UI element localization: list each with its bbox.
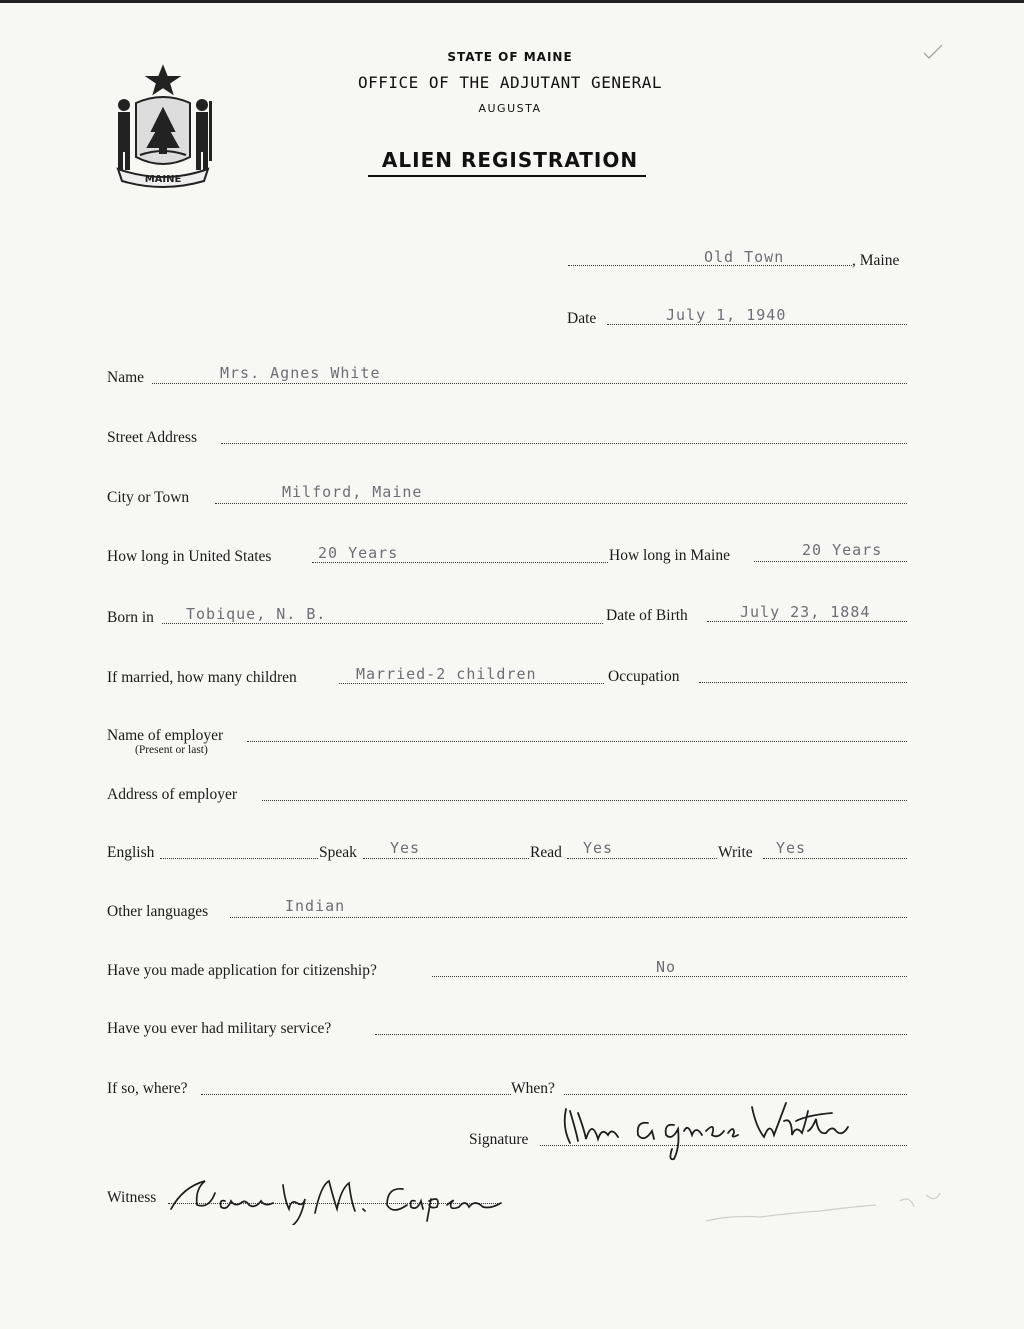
- english-label: English: [107, 844, 155, 861]
- applicant-signature[interactable]: [556, 1091, 866, 1163]
- city-value[interactable]: Milford, Maine: [282, 483, 423, 501]
- other-languages-line: [230, 917, 907, 918]
- how-long-maine-line: [754, 561, 907, 562]
- title-underline: [368, 175, 646, 177]
- when-label: When?: [511, 1080, 555, 1097]
- street-address-label: Street Address: [107, 429, 197, 446]
- state-heading: STATE OF MAINE: [447, 50, 573, 64]
- children-label: If married, how many children: [107, 669, 297, 686]
- where-line: [201, 1094, 511, 1095]
- military-label: Have you ever had military service?: [107, 1020, 332, 1037]
- other-languages-value[interactable]: Indian: [285, 897, 346, 915]
- city-line: [215, 503, 907, 504]
- employer-name-sublabel: (Present or last): [135, 744, 208, 756]
- occupation-label: Occupation: [608, 668, 680, 685]
- employer-address-line: [262, 800, 907, 801]
- svg-text:MAINE: MAINE: [144, 174, 182, 185]
- read-line: [567, 858, 717, 859]
- employer-address-label: Address of employer: [107, 786, 237, 803]
- how-long-us-line: [312, 562, 608, 563]
- town-value[interactable]: Old Town: [704, 248, 785, 266]
- write-line: [763, 858, 907, 859]
- witness-signature[interactable]: [165, 1165, 515, 1225]
- employer-name-line: [247, 741, 907, 742]
- date-line: [607, 324, 907, 325]
- write-value[interactable]: Yes: [776, 839, 807, 857]
- born-in-value[interactable]: Tobique, N. B.: [186, 605, 327, 623]
- speak-value[interactable]: Yes: [390, 839, 421, 857]
- speak-line: [363, 858, 529, 859]
- date-of-birth-value[interactable]: July 23, 1884: [740, 603, 871, 621]
- speak-label: Speak: [319, 844, 357, 861]
- street-address-line: [221, 443, 907, 444]
- checkmark-icon: [922, 43, 944, 61]
- svg-text:Dorothy M. Capen: Dorothy M. Capen: [165, 1223, 173, 1224]
- occupation-line: [699, 682, 907, 683]
- date-value[interactable]: July 1, 1940: [666, 306, 787, 324]
- faint-pencil-marks: [700, 1187, 960, 1227]
- how-long-maine-value[interactable]: 20 Years: [802, 541, 883, 559]
- city-heading: AUGUSTA: [478, 102, 542, 115]
- form-title: ALIEN REGISTRATION: [381, 148, 639, 172]
- read-label: Read: [530, 844, 562, 861]
- how-long-maine-label: How long in Maine: [609, 547, 730, 564]
- citizenship-value[interactable]: No: [656, 958, 677, 976]
- military-line: [375, 1034, 907, 1035]
- witness-label: Witness: [107, 1189, 157, 1206]
- where-label: If so, where?: [107, 1080, 188, 1097]
- city-label: City or Town: [107, 489, 190, 506]
- english-line: [160, 858, 318, 859]
- born-in-line: [162, 623, 603, 624]
- children-line: [339, 683, 604, 684]
- name-line: [152, 383, 907, 384]
- employer-name-label: Name of employer: [107, 727, 224, 744]
- name-value[interactable]: Mrs. Agnes White: [220, 364, 381, 382]
- svg-text:Mrs Agnes White: Mrs Agnes White: [556, 1161, 564, 1162]
- other-languages-label: Other languages: [107, 903, 209, 920]
- citizenship-label: Have you made application for citizenship?: [107, 962, 377, 979]
- write-label: Write: [718, 844, 753, 861]
- children-value[interactable]: Married-2 children: [356, 665, 537, 683]
- how-long-us-value[interactable]: 20 Years: [318, 544, 399, 562]
- date-of-birth-line: [707, 621, 907, 622]
- how-long-us-label: How long in United States: [107, 548, 272, 565]
- office-heading: OFFICE OF THE ADJUTANT GENERAL: [358, 73, 662, 92]
- maine-state-seal-icon: [108, 61, 218, 189]
- citizenship-line: [432, 976, 907, 977]
- town-suffix: , Maine: [852, 252, 900, 269]
- name-label: Name: [107, 369, 145, 386]
- signature-label: Signature: [469, 1131, 529, 1148]
- date-label: Date: [567, 310, 597, 327]
- read-value[interactable]: Yes: [583, 839, 614, 857]
- date-of-birth-label: Date of Birth: [606, 607, 688, 624]
- born-in-label: Born in: [107, 609, 154, 626]
